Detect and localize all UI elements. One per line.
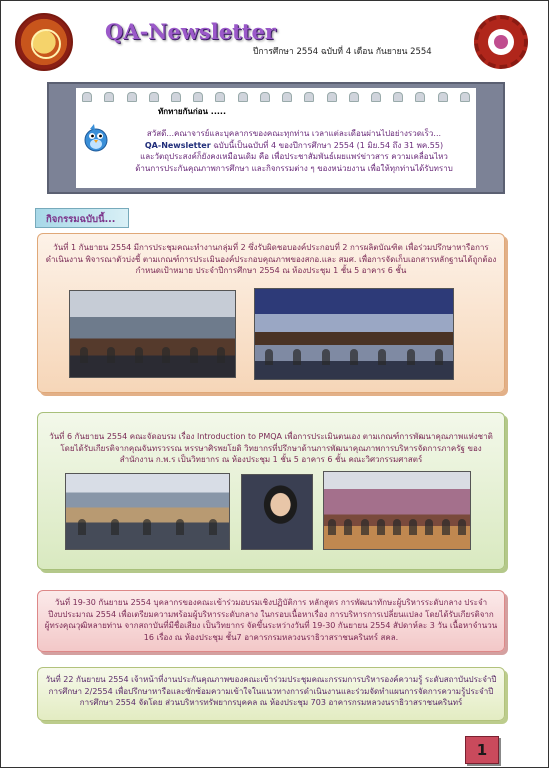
speaker-photo: [241, 474, 313, 550]
meeting-photo-1: [69, 290, 236, 378]
activity-card-4: [37, 667, 505, 721]
issue-line: ปีการศึกษา 2554 ฉบับที่ 4 เดือน กันยายน 2554: [253, 47, 432, 57]
training-room-photo: [65, 473, 230, 550]
section-tag: [35, 208, 129, 228]
bell-decoration: [76, 92, 476, 106]
activity-text-4: วันที่ 22 กันยายน 2554 เจ้าหน้าที่งานประกันคุณภาพของคณะเข้าร่วมประชุมคณะกรรมการบริหารองค์ความรู้ ระดับสถาบันประจำปีการศึกษา 2/2554 เพื่อปรึกษาหารือและซักซ้อมความเข้าใจในแนวทางการดำเนินงานและร่วมจัดทำแผนการจัดการความรู้ประจำปีการศึกษา 2554 จัดโดย ส่วนบริหารทรัพยากรบุคคล ณ ห้องประชุม 703 อาคารกรมหลวงนราธิวาสราชนครินทร์: [45, 675, 497, 707]
meeting-photo-2: [254, 288, 454, 380]
greeting-text: [109, 128, 479, 174]
greeting-line-1: สวัสดี...คณาจารย์และบุคลากรของคณะทุกท่าน เวลาแต่ละเดือนผ่านไปอย่างรวดเร็ว...: [146, 129, 442, 138]
greeting-line-3: และวัตถุประสงค์ก็ยังคงเหมือนเดิม คือ เพื่อประชาสัมพันธ์เผยแพร่ข่าวสาร ความเคลื่อนไหว: [140, 152, 448, 161]
greeting-line-2-bold: QA-Newsletter: [144, 140, 211, 150]
section-tag-label: กิจกรรมฉบับนี้...: [46, 214, 116, 225]
university-seal-logo: [15, 13, 73, 71]
greeting-line-2: [109, 140, 479, 152]
greeting-line-2-rest: ฉบับนี้เป็นฉบับที่ 4 ของปีการศึกษา 2554 (1 มิย.54 ถึง 31 พค.55): [210, 140, 444, 150]
faculty-gear-logo: [474, 15, 528, 69]
activity-text-2: วันที่ 6 กันยายน 2554 คณะจัดอบรม เรื่อง Introduction to PMQA เพื่อการประเมินตนเอง ตามเกณฑ์การพัฒนาคุณภาพแห่งชาติ โดยได้รับเกียรติจากคุณจันทรวรรณ หรรษาศิรพยโยดิ วิทยากรที่ปรึกษาด้านการพัฒนาคุณภาพการบริหารจัดการภาครัฐ ของสำนักงาน ก.พ.ร เป็นวิทยากร ณ ห้องประชุม 1 ชั้น 5 อาคาร 6 ชั้น คณะวิศวกรรมศาสตร์: [49, 432, 493, 464]
activity-card-3: [37, 590, 505, 652]
blue-bird-icon: [80, 120, 112, 154]
greeting-heading: ทักทายกันก่อน .....: [158, 107, 226, 116]
activity-text-3: วันที่ 19-30 กันยายน 2554 บุคลากรของคณะเข้าร่วมอบรมเชิงปฏิบัติการ หลักสูตร การพัฒนาทักษะผู้บริหารระดับกลาง ประจำปีงบประมาณ 2554 เพื่อเตรียมความพร้อมผู้บริหารระดับกลาง ในกรอบเนื้อหาเรื่อง การบริหารการเปลี่ยนแปลง โดยได้รับเกียรติจาก ผู้ทรงคุณวุฒิหลายท่าน จากสถาบันที่มีชื่อเสียง เป็นวิทยากร จัดขึ้นระหว่างวันที่ 19-30 กันยายน 2554 สัปดาห์ละ 3 วัน เนื้อหาจำนวน 16 เรื่อง ณ ห้องประชุม ชั้น7 อาคารกรมหลวงนราธิวาสราชนครินทร์ สคล.: [44, 598, 498, 642]
newsletter-title: QA-Newsletter: [105, 19, 276, 44]
greeting-line-4: ด้านการประกันคุณภาพการศึกษา และกิจกรรมต่าง ๆ ของหน่วยงาน เพื่อให้ทุกท่านได้รับทราบ: [135, 163, 453, 173]
group-photo: [323, 471, 471, 550]
page-number-badge: [465, 736, 499, 764]
activity-text-1: วันที่ 1 กันยายน 2554 มีการประชุมคณะทำงานกลุ่มที่ 2 ซึ่งรับผิดชอบองค์ประกอบที่ 2 การผลิตบัณฑิต เพื่อร่วมปรึกษาหารือการดำเนินงาน พิจารณาตัวบ่งชี้ ตามเกณฑ์การประเมินองค์ประกอบคุณภาพของสกอ.และ สมศ. เพื่อการจัดเก็บเอกสารหลักฐานได้ถูกต้อง กำหนดเป้าหมาย ประจำปีการศึกษา 2554 ณ ห้องประชุม 1 ชั้น 5 อาคาร 6 ชั้น: [45, 243, 497, 275]
page-number: 1: [476, 741, 488, 759]
